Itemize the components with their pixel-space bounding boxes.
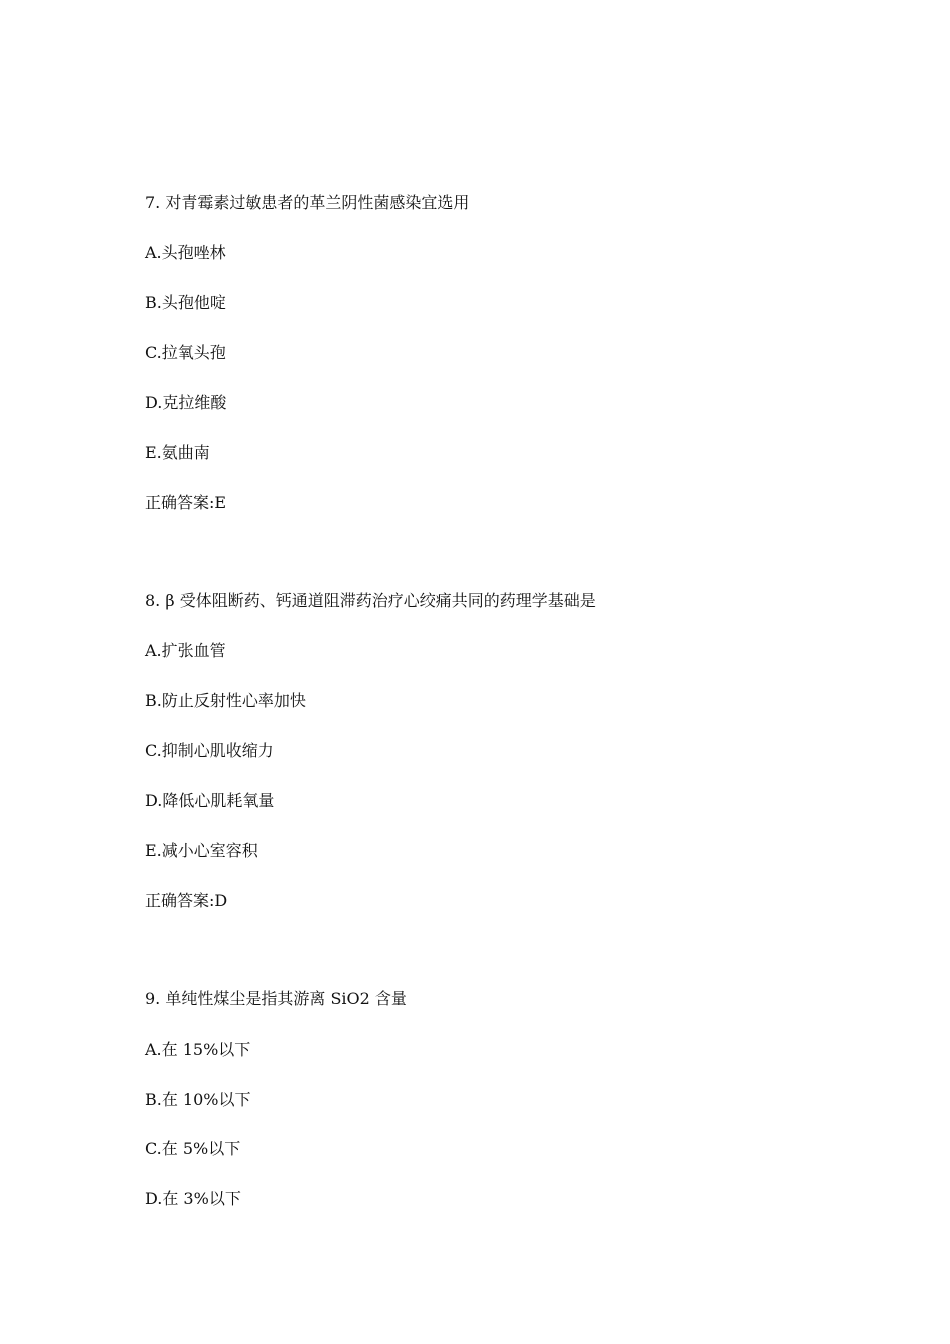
option-d: D.降低心肌耗氧量	[145, 791, 275, 810]
correct-answer: 正确答案:D	[145, 891, 228, 910]
option-c: C.抑制心肌收缩力	[145, 741, 274, 760]
option-e: E.减小心室容积	[145, 841, 258, 860]
option-b: B.防止反射性心率加快	[145, 691, 306, 710]
option-d: D.克拉维酸	[145, 393, 227, 412]
correct-answer: 正确答案:E	[145, 493, 227, 512]
question-stem: 9. 单纯性煤尘是指其游离 SiO2 含量	[145, 989, 407, 1008]
option-c: C.拉氧头孢	[145, 343, 226, 362]
option-c: C.在 5%以下	[145, 1139, 241, 1158]
option-b: B.在 10%以下	[145, 1090, 251, 1109]
option-a: A.在 15%以下	[145, 1040, 251, 1059]
option-a: A.头孢唑林	[145, 243, 226, 262]
option-d: D.在 3%以下	[145, 1189, 241, 1208]
option-e: E.氨曲南	[145, 443, 210, 462]
question-stem: 8. β 受体阻断药、钙通道阻滞药治疗心绞痛共同的药理学基础是	[145, 591, 596, 610]
option-a: A.扩张血管	[145, 641, 226, 660]
option-b: B.头孢他啶	[145, 293, 226, 312]
question-stem: 7. 对青霉素过敏患者的革兰阴性菌感染宜选用	[145, 193, 470, 212]
